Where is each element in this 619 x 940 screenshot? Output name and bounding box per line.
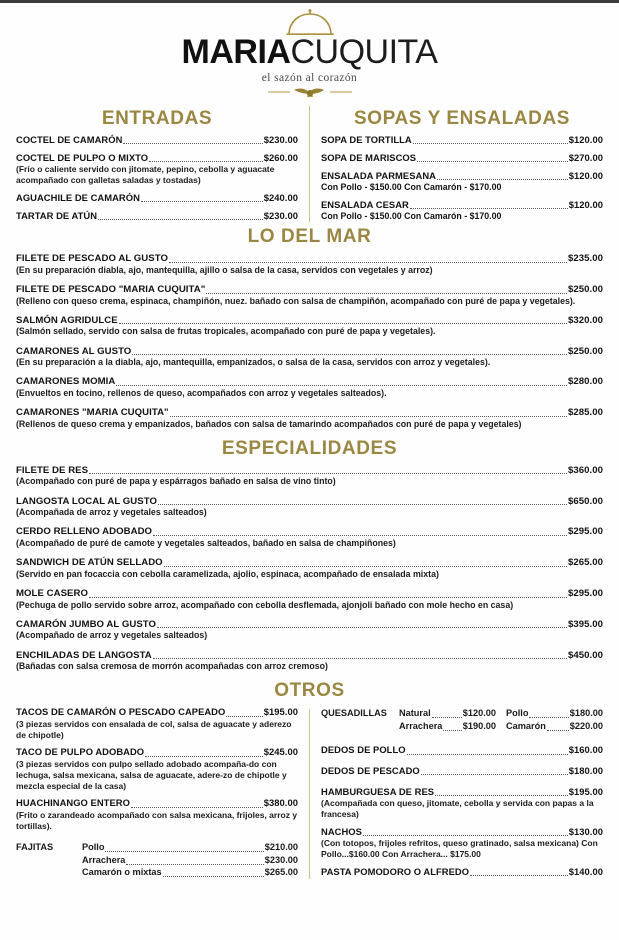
item-name: CAMARONES MOMIA — [16, 376, 116, 388]
dot-leader — [407, 753, 568, 755]
item-name: DEDOS DE POLLO — [321, 744, 406, 756]
item-name: COCTEL DE PULPO O MIXTO — [16, 151, 149, 163]
menu-item — [16, 346, 603, 369]
restaurant-logo — [0, 3, 619, 104]
dot-leader — [145, 755, 263, 757]
menu-item — [321, 200, 603, 222]
item-price: $280.00 — [567, 376, 603, 388]
item-name: COCTEL DE CAMARÓN — [16, 134, 123, 145]
item-name: HUACHINANGO ENTERO — [16, 797, 130, 809]
item-name: SOPA DE MARISCOS — [321, 151, 417, 163]
menu-item — [321, 745, 603, 756]
dot-leader — [226, 715, 262, 717]
dot-leader — [413, 142, 568, 144]
item-price: $395.00 — [567, 618, 603, 630]
menu-item — [16, 496, 603, 519]
item-name: CAMARÓN JUMBO AL GUSTO — [16, 618, 157, 630]
menu-item — [16, 747, 298, 791]
item-price: $320.00 — [567, 314, 603, 326]
variant-name: Pollo — [506, 708, 529, 719]
item-price: $120.00 — [568, 134, 603, 145]
dot-leader — [432, 716, 462, 718]
dot-leader — [116, 384, 567, 386]
item-price: $250.00 — [567, 345, 603, 357]
menu-item — [321, 171, 603, 193]
item-name: NACHOS — [321, 825, 362, 837]
variant-price: $210.00 — [264, 842, 298, 853]
item-name: TACO DE PULPO ADOBADO — [16, 746, 145, 758]
dot-leader — [529, 716, 568, 718]
brand-name-bold: MARIA — [181, 33, 291, 71]
menu-item — [16, 135, 298, 146]
item-name: HAMBURGUESA DE RES — [321, 785, 435, 797]
item-description: (Acompañada de arroz y vegetales salteados) — [16, 507, 207, 518]
menu-item — [321, 766, 603, 777]
item-description: (3 piezas servidos con pulpo sellado adobado acompaña-do con lechuga, salsa mexicana, salsa de aguacate, adere-zo de chipotle y mezcla especial de la casa) — [16, 758, 287, 791]
brand-tagline: el sazón al corazón — [261, 72, 358, 84]
dot-leader — [206, 292, 567, 294]
item-price: $450.00 — [567, 649, 603, 661]
item-name: CAMARONES "MARIA CUQUITA" — [16, 407, 169, 419]
menu-item — [321, 867, 603, 878]
item-name: FILETE DE RES — [16, 464, 89, 476]
item-description: (Acompañada con queso, jitomate, cebolla y servida con papas a la francesa) — [321, 798, 594, 820]
item-name: TACOS DE CAMARÓN O PESCADO CAPEADO — [16, 706, 226, 718]
dot-leader — [170, 415, 567, 417]
item-description: (Acompañado de puré de camote y vegetales salteados, bañado en salsa de champiñones) — [16, 538, 396, 548]
menu-item-fajitas — [16, 841, 298, 878]
dot-leader — [131, 806, 263, 808]
top-sections — [16, 104, 603, 222]
menu-item — [16, 650, 603, 673]
dot-leader — [149, 160, 263, 162]
item-description: (Frito o zarandeado acompañado con salsa mexicana, frijoles, arroz y tortillas). — [16, 809, 298, 831]
item-name: CERDO RELLENO ADOBADO — [16, 526, 153, 538]
item-name: SANDWICH DE ATÚN SELLADO — [16, 557, 163, 569]
dot-leader — [437, 178, 568, 180]
variant-row — [506, 720, 603, 732]
item-name: ENSALADA PARMESANA — [321, 169, 436, 181]
dot-leader — [169, 261, 567, 263]
item-name: FILETE DE PESCADO AL GUSTO — [16, 253, 168, 265]
dot-leader — [163, 875, 264, 877]
column-divider — [309, 709, 310, 878]
item-price: $195.00 — [568, 785, 603, 797]
dot-leader — [153, 657, 567, 659]
section-title-lo-del-mar: LO DEL MAR — [247, 226, 372, 248]
dot-leader — [363, 834, 568, 836]
item-description: (En su preparación diabla, ajo, mantequilla, ajillo o salsa de la casa, servidos con vegetales y arroz) — [16, 264, 433, 275]
dot-leader — [123, 142, 262, 144]
dot-leader — [126, 863, 263, 865]
item-price: $180.00 — [568, 765, 603, 777]
item-price: $240.00 — [263, 191, 298, 203]
item-price: $380.00 — [263, 797, 298, 809]
item-price: $230.00 — [263, 209, 298, 221]
menu-item — [321, 827, 603, 860]
item-name: TARTAR DE ATÚN — [16, 209, 98, 221]
item-name: SALMÓN AGRIDULCE — [16, 314, 118, 326]
menu-item — [16, 465, 603, 488]
dot-leader — [158, 503, 567, 505]
menu-item — [16, 526, 603, 549]
menu-item — [16, 376, 603, 399]
item-description: (Servido en pan focaccia con cebolla caramelizada, ajolio, espinaca, acompañado de ensalada mixta) — [16, 568, 439, 579]
item-price: $245.00 — [263, 746, 298, 758]
brand-wordmark — [0, 35, 619, 69]
section-title-entradas: ENTRADAS — [101, 108, 213, 129]
dot-leader — [157, 626, 567, 628]
menu-item — [16, 798, 298, 831]
item-price: $270.00 — [568, 151, 603, 163]
item-name: PASTA POMODORO O ALFREDO — [321, 865, 470, 877]
dot-leader — [98, 218, 263, 220]
variant-price: $265.00 — [264, 867, 298, 878]
dot-leader — [410, 207, 568, 209]
item-description: (Bañadas con salsa cremosa de morrón acompañadas con arroz cremoso) — [16, 661, 328, 672]
item-name: FAJITAS — [16, 842, 54, 853]
section-especialidades — [16, 438, 603, 672]
menu-item — [16, 253, 603, 276]
item-description: (En su preparación a la diabla, ajo, mantequilla, empanizados, o salsa de la casa, servidos con arroz y vegetales). — [16, 357, 491, 368]
variant-name: Natural — [399, 708, 431, 719]
dot-leader — [89, 596, 567, 598]
section-sopas-ensaladas — [321, 104, 603, 222]
item-price: $295.00 — [567, 588, 603, 600]
variant-row — [82, 841, 298, 853]
dot-leader — [105, 850, 263, 852]
menu-item — [16, 284, 603, 307]
brand-name-light: CUQUITA — [290, 33, 438, 71]
dot-leader — [443, 729, 461, 731]
dot-leader — [421, 773, 568, 775]
variant-row — [399, 707, 496, 719]
item-name: AGUACHILE DE CAMARÓN — [16, 191, 140, 203]
menu-item — [321, 153, 603, 164]
item-price: $360.00 — [567, 464, 603, 476]
otros-left-column — [16, 707, 298, 878]
item-description: (Acompañado con puré de papa y espárragos bañado en salsa de vino tinto) — [16, 476, 336, 487]
section-title-especialidades: ESPECIALIDADES — [221, 437, 398, 459]
item-description: (Rellenos de queso crema y empanizados, bañados con salsa de tamarindo acompañados con puré de papa y vegetales) — [16, 418, 522, 429]
menu-item — [16, 588, 603, 611]
item-name: LANGOSTA LOCAL AL GUSTO — [16, 495, 157, 507]
dot-leader — [132, 353, 567, 355]
variant-name: Arrachera — [82, 854, 126, 865]
variant-price: $190.00 — [462, 720, 496, 731]
menu-item — [16, 407, 603, 430]
item-price: $260.00 — [263, 151, 298, 163]
item-variant-prices: Con Pollo - $150.00 Con Camarón - $170.00 — [321, 211, 502, 222]
item-name: DEDOS DE PESCADO — [321, 765, 420, 777]
otros-right-column — [321, 707, 603, 878]
dot-leader — [417, 160, 568, 162]
item-price: $295.00 — [567, 526, 603, 538]
dot-leader — [153, 534, 567, 536]
item-price: $195.00 — [263, 706, 298, 718]
item-price: $120.00 — [568, 198, 603, 210]
item-price: $130.00 — [568, 825, 603, 837]
item-description: (Relleno con queso crema, espinaca, champiñón, nuez. bañado con salsa de champiñón, acompañado con puré de papa y vegetales). — [16, 295, 576, 306]
section-otros — [16, 680, 603, 878]
item-price: $285.00 — [567, 407, 603, 419]
item-variant-prices: Con Pollo - $150.00 Con Camarón - $170.00 — [321, 181, 502, 192]
menu-item — [16, 557, 603, 580]
column-divider — [309, 106, 310, 222]
variant-name: Arrachera — [399, 720, 443, 731]
variant-row — [506, 707, 603, 719]
menu-item — [16, 153, 298, 186]
dot-leader — [435, 794, 568, 796]
variant-price: $180.00 — [569, 708, 603, 719]
section-title-otros: OTROS — [274, 680, 345, 702]
item-description: (Frío o caliente servido con jitomate, pepino, cebolla y aguacate acompañado con galletas saladas y tostadas) — [16, 164, 275, 185]
dot-leader — [89, 472, 567, 474]
dot-leader — [119, 322, 567, 324]
item-price: $120.00 — [568, 169, 603, 181]
variant-name: Camarón — [506, 720, 546, 731]
item-price: $140.00 — [568, 865, 603, 877]
item-description: (Acompañado de arroz y vegetales salteados) — [16, 630, 208, 641]
item-description: (Con totopos, frijoles refritos, queso gratinado, salsa mexicana) Con Pollo...$160.00 Con Arrachera... $175.00 — [321, 838, 598, 860]
menu-item — [16, 211, 298, 222]
section-lo-del-mar — [16, 226, 603, 430]
dot-leader — [547, 729, 569, 731]
menu-item — [321, 135, 603, 146]
winged-fleuron-ornament — [0, 85, 619, 104]
item-price: $235.00 — [567, 253, 603, 265]
item-description: (Pechuga de pollo servido sobre arroz, acompañado con cebolla desflemada, ajonjoli bañado con mole hecho en casa) — [16, 599, 514, 610]
item-price: $230.00 — [263, 134, 298, 145]
item-name: FILETE DE PESCADO "MARIA CUQUITA" — [16, 284, 206, 295]
menu-item — [16, 619, 603, 642]
menu-item — [16, 315, 603, 338]
variant-name: Pollo — [82, 842, 105, 853]
item-price: $265.00 — [567, 557, 603, 569]
dot-leader — [164, 565, 567, 567]
dot-leader — [141, 200, 263, 202]
variant-row — [399, 720, 496, 732]
menu-item — [16, 707, 298, 740]
variant-row — [82, 866, 298, 878]
item-name: MOLE CASERO — [16, 588, 88, 600]
section-title-sopas: SOPAS Y ENSALADAS — [353, 108, 571, 129]
item-name: ENSALADA CESAR — [321, 198, 409, 210]
item-description: (Envueltos en tocino, rellenos de queso, acompañados con arroz y vegetales salteados). — [16, 387, 387, 398]
item-name: CAMARONES AL GUSTO — [16, 345, 132, 357]
variant-row — [82, 854, 298, 866]
variant-price: $230.00 — [264, 854, 298, 865]
item-price: $650.00 — [567, 495, 603, 507]
menu-item — [321, 787, 603, 820]
item-price: $250.00 — [567, 284, 603, 295]
variant-name: Camarón o mixtas — [82, 867, 162, 878]
section-entradas — [16, 104, 298, 222]
variant-price: $220.00 — [569, 720, 603, 731]
dot-leader — [470, 874, 568, 876]
menu-item — [16, 193, 298, 204]
item-name: SOPA DE TORTILLA — [321, 134, 412, 145]
variant-price: $120.00 — [462, 708, 496, 719]
item-name: ENCHILADAS DE LANGOSTA — [16, 649, 152, 661]
menu-item-quesadillas — [321, 707, 603, 732]
item-description: (Salmón sellado, servido con salsa de frutas tropicales, acompañado con puré de papa y vegetales). — [16, 326, 436, 337]
item-name: QUESADILLAS — [321, 708, 387, 719]
item-price: $160.00 — [568, 744, 603, 756]
item-description: (3 piezas servidos con ensalada de col, salsa de aguacate y aderezo de chipotle) — [16, 718, 292, 740]
